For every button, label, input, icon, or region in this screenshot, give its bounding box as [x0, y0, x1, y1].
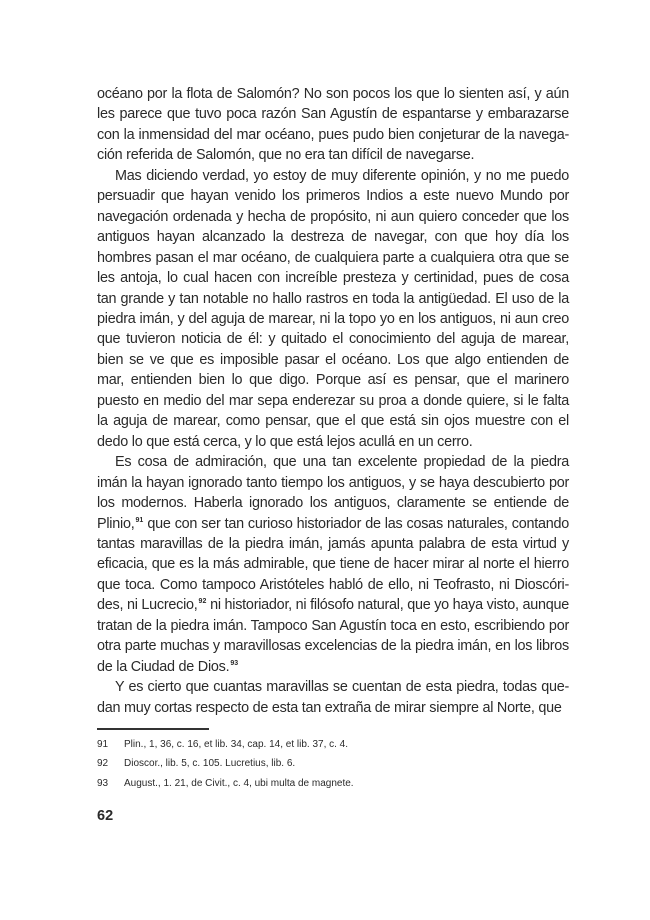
paragraph	[97, 452, 569, 677]
footnote-reference[interactable]: 93	[230, 659, 239, 667]
paragraph	[97, 677, 569, 718]
footnote-divider	[97, 728, 209, 730]
page-number: 62	[97, 808, 114, 824]
paragraph-text: océano por la flota de Salomón? No son pocos los que lo sienten así, y aún les parece que tuvo poca razón San Agustín de espantarse y embarazarse con la inmensidad del mar océano, pues pudo bien conjeturar de la navega-ción referida de Salomón, que no era tan difícil de navegarse.	[97, 86, 569, 164]
footnote-reference[interactable]: 92	[198, 598, 207, 606]
paragraph-text: Y es cierto que cuantas maravillas se cuentan de esta piedra, todas que-dan muy cortas respecto de esta tan extraña de mirar siempre al Norte, que	[97, 679, 569, 716]
paragraph-text: que con ser tan curioso historiador de las cosas naturales, contando tantas maravillas de la piedra imán, jamás apunta palabra de esta virtud y eficacia, que es la más admirable, que tiene de hacer mirar al norte el hierro que toca. Como tampoco Aristóteles habló de ello, ni Teofrasto, ni Dioscóri-des, ni Lucrecio,	[97, 515, 569, 614]
footnote	[97, 735, 569, 754]
paragraph-text: Mas diciendo verdad, yo estoy de muy diferente opinión, y no me puedo persuadir que hayan venido los primeros Indios a este nuevo Mundo por navegación ordenada y hecha de propósito, ni aun quiero conceder que los antiguos hayan alcanzado la destreza de navegar, con que hoy día los hombres pasan el mar océano, de cualquiera parte a cualquiera otra que se les antoja, lo cual hacen con increíble presteza y certinidad, pues de cosa tan grande y tan notable no hallo rastros en toda la antigüedad. El uso de la piedra imán, y del aguja de marear, ni la topo yo en los antiguos, ni aun creo que tuvieron noticia de él: y quitado el conocimiento del aguja de marear, bien se ve que es imposible pasar el océano. Los que algo entienden de mar, entienden bien lo que digo. Porque así es pensar, que el marinero puesto en medio del mar sepa enderezar su proa a donde quiere, si le falta la aguja de marear, como pensar, que el que está sin ojos muestre con el dedo lo que está cerca, y lo que está lejos acullá en un cerro.	[97, 167, 569, 450]
paragraph	[97, 166, 569, 452]
footnote-number: 91	[97, 739, 109, 750]
body-text	[97, 84, 569, 718]
footnote-reference[interactable]: 91	[135, 516, 144, 524]
paragraph	[97, 84, 569, 166]
paragraph-text: Es cosa de admiración, que una tan excelente propiedad de la piedra imán la hayan ignorado tanto tiempo los antiguos, y se haya descubierto por los modernos. Haberla ignorado los antiguos, claramente se entiende de Plinio,	[97, 454, 569, 532]
footnote-number: 92	[97, 758, 109, 770]
paragraph-text: ni historiador, ni filósofo natural, que yo haya visto, aunque tratan de la piedra imán. Tampoco San Agustín toca en esto, escribiendo por otra parte muchas y maravillosas excelencias de la piedra imán, en los libros de la Ciudad de Dios.	[97, 597, 569, 675]
footnote	[97, 754, 569, 773]
footnotes	[97, 735, 569, 793]
footnote-text: August., 1. 21, de Civit., c. 4, ubi multa de magnete.	[124, 777, 354, 789]
footnote-text: Dioscor., lib. 5, c. 105. Lucretius, lib. 6.	[124, 758, 296, 770]
footnote-number: 93	[97, 777, 109, 789]
footnote	[97, 774, 569, 793]
footnote-text: Plin., 1, 36, c. 16, et lib. 34, cap. 14, et lib. 37, c. 4.	[124, 739, 349, 750]
